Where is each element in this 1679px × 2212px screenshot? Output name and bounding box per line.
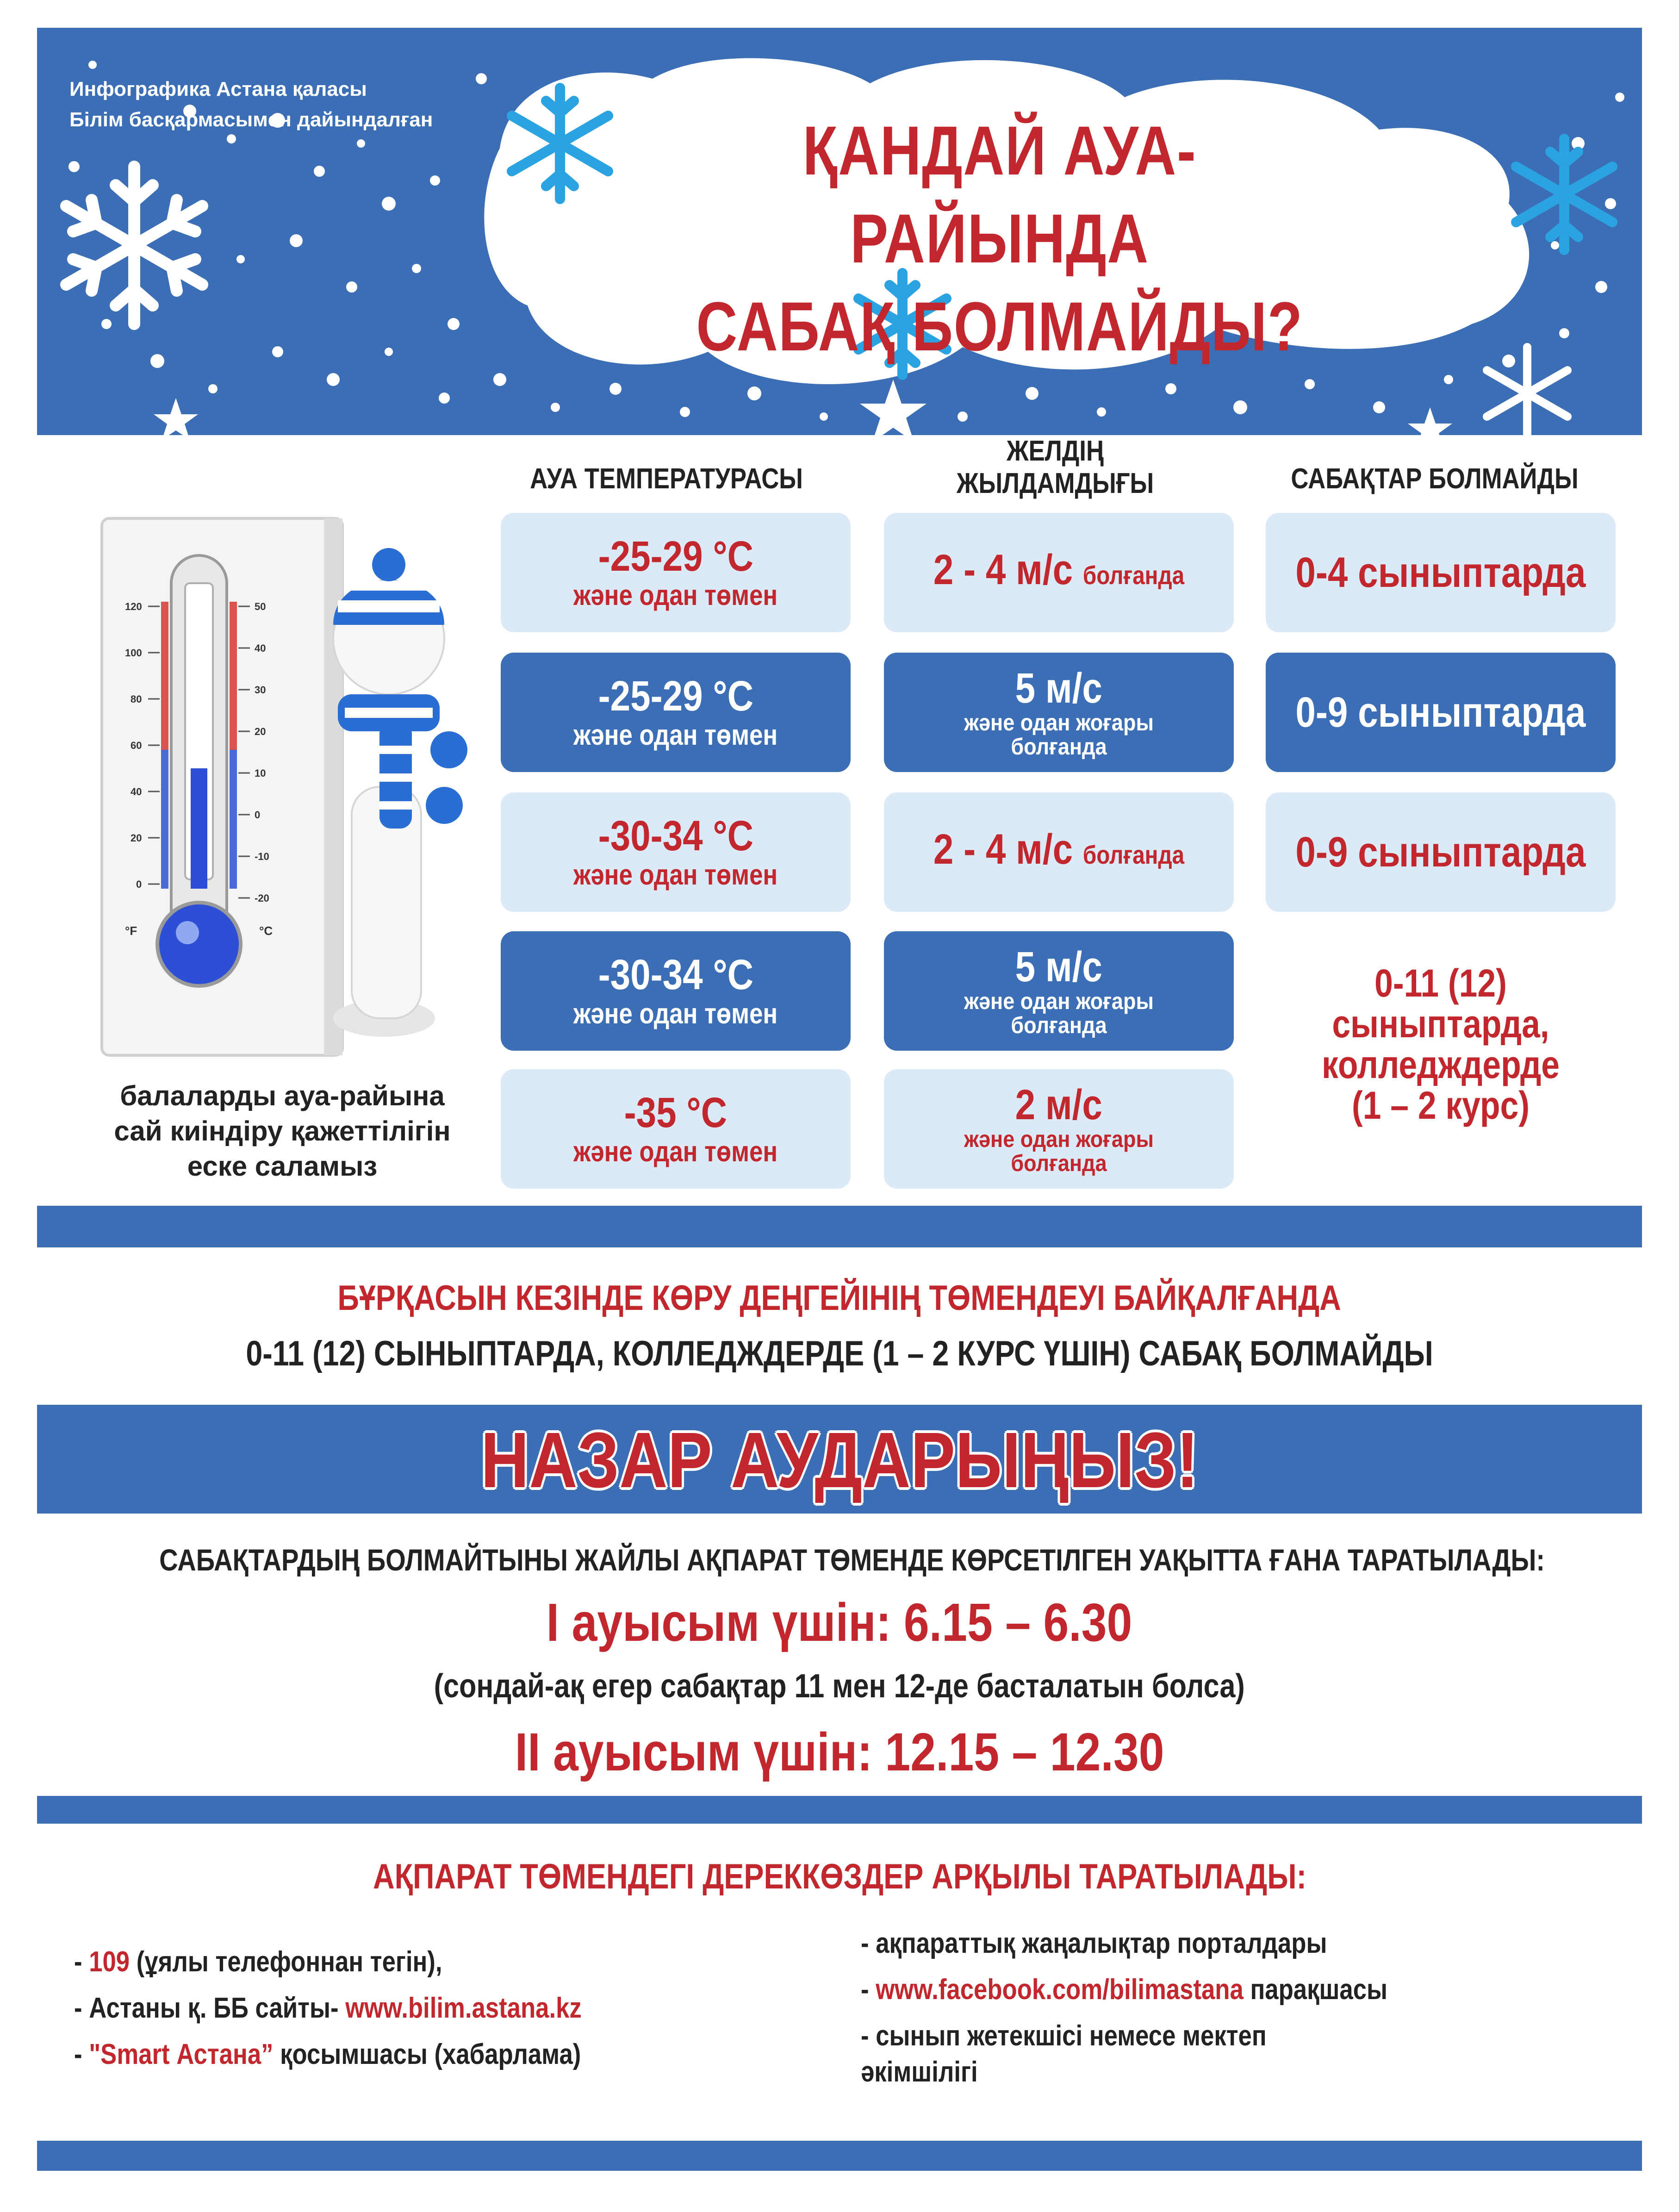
c-tick: 0	[255, 809, 261, 821]
grades-last-line-2: сыныптарда,	[1332, 1002, 1549, 1046]
col-header-grades: САБАҚТАР БОЛМАЙДЫ	[1291, 463, 1579, 495]
title-line-1: ҚАНДАЙ АУА-РАЙЫНДА	[802, 112, 1197, 277]
f-tick: 100	[125, 647, 142, 659]
shift-1	[37, 1592, 1642, 1652]
grades-last-line-3: колледждерде	[1322, 1043, 1560, 1086]
temp-cell-3	[501, 792, 851, 912]
shift-2-text: II ауысым үшін: 12.15 – 12.30	[515, 1722, 1164, 1782]
temp-value: -30-34 °С	[598, 951, 753, 998]
temp-cell-1	[501, 513, 851, 632]
sources-title-text: АҚПАРАТ ТӨМЕНДЕГІ ДЕРЕККӨЗДЕР АРҚЫЛЫ ТАРАТЫЛАДЫ:	[373, 1857, 1306, 1896]
blizzard-heading	[37, 1277, 1642, 1319]
title-line-2: САБАҚ БОЛМАЙДЫ?	[696, 287, 1303, 365]
wind-suffix: болғанда	[1082, 561, 1185, 590]
c-tick: 10	[255, 767, 266, 779]
f-tick: 0	[136, 879, 142, 890]
snowman-figure	[333, 548, 467, 1037]
source-item-facebook: - www.facebook.com/bilimastana парақшасы	[861, 1974, 1388, 2006]
temp-cell-4	[501, 931, 851, 1051]
grades-value: 0-4 сыныптарда	[1295, 549, 1586, 596]
reminder-line-2: сай киіндіру қажеттілігін	[114, 1115, 451, 1147]
wind-cell-4	[884, 931, 1234, 1051]
wind-value: 5 м/с	[1015, 665, 1103, 712]
temp-sub: және одан төмен	[573, 1136, 778, 1168]
shift-1-note	[37, 1666, 1642, 1706]
wind-cell-1	[884, 513, 1234, 632]
f-tick: 80	[131, 693, 142, 705]
c-label: °C	[259, 924, 273, 938]
website-link[interactable]: www.bilim.astana.kz	[345, 1992, 582, 2024]
blizzard-line-1: БҰРҚАСЫН КЕЗІНДЕ КӨРУ ДЕҢГЕЙІНІҢ ТӨМЕНДЕУІ БАЙҚАЛҒАНДА	[337, 1278, 1342, 1318]
temp-value: -25-29 °С	[598, 673, 753, 720]
source-item-teacher: - сынып жетекшісі немесе мектеп әкімшілігі	[861, 2020, 1267, 2088]
wind-value: 2 - 4 м/с	[933, 826, 1073, 873]
wind-value: 2 - 4 м/с	[933, 546, 1073, 593]
thermometer-illustration	[93, 491, 472, 1074]
blizzard-text	[37, 1333, 1642, 1375]
c-tick: -20	[255, 892, 269, 904]
c-tick: 50	[255, 601, 266, 612]
wind-value: 5 м/с	[1015, 943, 1103, 991]
temp-value: -25-29 °С	[598, 533, 753, 580]
col-header-wind-line-1: ЖЕЛДІҢ	[1006, 435, 1104, 467]
sources-title	[37, 1856, 1642, 1898]
wind-value: 2 м/с	[1015, 1081, 1103, 1128]
f-tick: 60	[131, 740, 142, 751]
grades-value: 0-9 сыныптарда	[1295, 689, 1586, 736]
grades-cell-1	[1266, 513, 1616, 632]
source-item-app: - "Smart Астана” қосымшасы (хабарлама)	[74, 2038, 581, 2070]
col-header-wind-line-2: ЖЫЛДАМДЫҒЫ	[956, 467, 1154, 499]
c-tick: 40	[255, 642, 266, 654]
attention-title-text: НАЗАР АУДАРЫҢЫЗ!	[480, 1416, 1199, 1504]
grades-value: 0-9 сыныптарда	[1295, 829, 1586, 876]
f-tick: 40	[131, 786, 142, 798]
source-item-news: - ақпараттық жаңалықтар порталдары	[861, 1927, 1327, 1959]
temp-sub: және одан төмен	[573, 579, 778, 611]
temp-cell-5	[501, 1069, 851, 1189]
divider-bar	[37, 1206, 1642, 1247]
temp-sub: және одан төмен	[573, 859, 778, 891]
f-label: °F	[125, 924, 137, 938]
f-tick: 20	[131, 832, 142, 844]
shift-1-text: I ауысым үшін: 6.15 – 6.30	[547, 1592, 1132, 1652]
shift-2	[37, 1722, 1642, 1782]
source-item-website: - Астаны қ. ББ сайты- www.bilim.astana.kz	[74, 1992, 582, 2024]
grades-cell-last	[1266, 963, 1616, 1126]
attention-title	[37, 1416, 1642, 1504]
c-tick: -10	[255, 851, 269, 862]
temp-value: -35 °С	[624, 1089, 728, 1136]
wind-cell-2	[884, 653, 1234, 772]
wind-cell-3	[884, 792, 1234, 912]
reminder-line-1: балаларды ауа-райына	[120, 1080, 445, 1111]
wind-sub: және одан жоғары болғанда	[964, 1126, 1154, 1176]
credit-line-1: Инфографика Астана қаласы	[69, 78, 367, 100]
c-tick: 20	[255, 726, 266, 737]
header-banner	[37, 28, 1642, 435]
col-header-temperature: АУА ТЕМПЕРАТУРАСЫ	[530, 463, 803, 495]
grades-cell-2	[1266, 653, 1616, 772]
source-item-phone: - 109 (ұялы телефоннан тегін),	[74, 1946, 442, 1978]
f-tick: 120	[125, 601, 142, 612]
reminder-line-3: еске саламыз	[187, 1151, 378, 1182]
blizzard-line-2: 0-11 (12) СЫНЫПТАРДА, КОЛЛЕДЖДЕРДЕ (1 – 2 КУРС ҮШІН) САБАҚ БОЛМАЙДЫ	[246, 1334, 1433, 1373]
grades-last-line-1: 0-11 (12)	[1374, 961, 1507, 1005]
temp-sub: және одан төмен	[573, 719, 778, 751]
wind-sub: және одан жоғары болғанда	[964, 710, 1154, 760]
shift-1-note-text: (сондай-ақ егер сабақтар 11 мен 12-де басталатын болса)	[434, 1668, 1245, 1705]
temp-sub: және одан төмен	[573, 998, 778, 1030]
main-title	[583, 106, 1416, 370]
temp-value: -30-34 °С	[598, 812, 753, 860]
grades-last-line-4: (1 – 2 курс)	[1351, 1084, 1530, 1127]
phone-number[interactable]: 109	[89, 1946, 130, 1978]
attention-info	[37, 1541, 1642, 1578]
footer-bar	[37, 2141, 1642, 2171]
attention-info-text: САБАҚТАРДЫҢ БОЛМАЙТЫНЫ ЖАЙЛЫ АҚПАРАТ ТӨМЕНДЕ КӨРСЕТІЛГЕН УАҚЫТТА ҒАНА ТАРАТЫЛАДЫ:	[159, 1543, 1545, 1577]
facebook-link[interactable]: www.facebook.com/bilimastana	[876, 1974, 1244, 2006]
wind-sub: және одан жоғары болғанда	[964, 988, 1154, 1038]
col-header-wind	[906, 435, 1205, 500]
wind-suffix: болғанда	[1082, 840, 1185, 869]
grades-cell-3	[1266, 792, 1616, 912]
clothing-reminder	[93, 1078, 472, 1184]
wind-cell-5	[884, 1069, 1234, 1189]
credit-line-2: Білім басқармасымен дайындалған	[69, 108, 433, 131]
temp-cell-2	[501, 653, 851, 772]
credit-text	[69, 74, 433, 135]
c-tick: 30	[255, 684, 266, 696]
app-name: "Smart Астана”	[89, 2038, 274, 2070]
divider-bar	[37, 1796, 1642, 1824]
